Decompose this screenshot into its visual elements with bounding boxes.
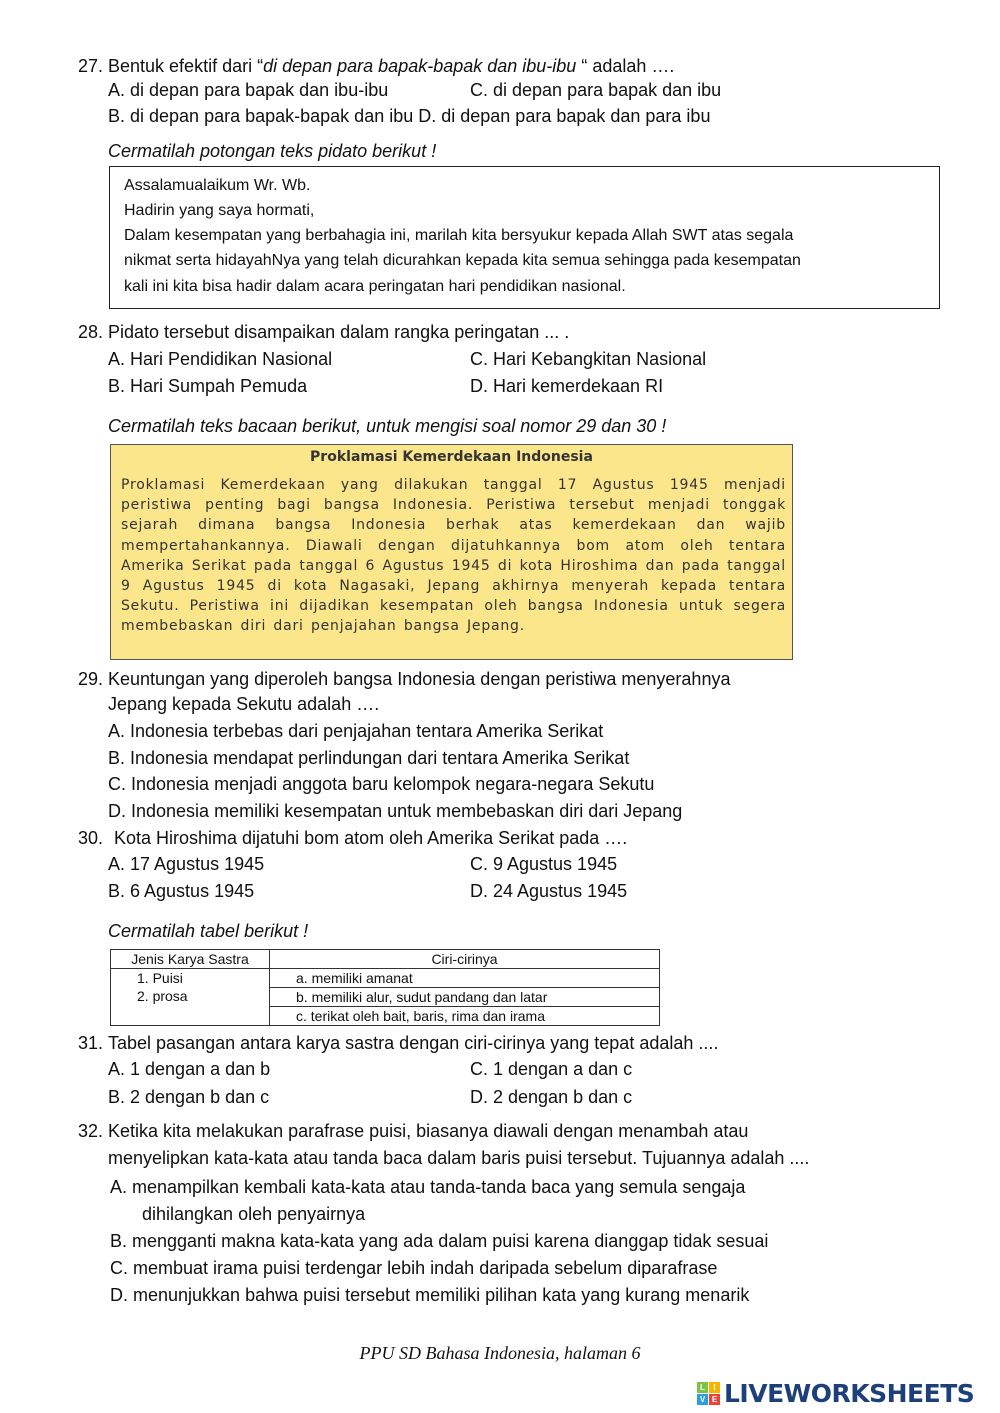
instruction-reading: Cermatilah teks bacaan berikut, untuk mengisi soal nomor 29 dan 30 !: [108, 416, 667, 436]
q28-option-d[interactable]: D. Hari kemerdekaan RI: [470, 376, 664, 396]
liveworksheets-logo: [697, 1379, 974, 1408]
logo-letter: L: [697, 1382, 708, 1393]
q27-question: Bentuk efektif dari “di depan para bapak-bapak dan ibu-ibu “ adalah ….: [108, 56, 675, 76]
speech-line: Assalamualaikum Wr. Wb.: [124, 177, 311, 194]
q32-option-c[interactable]: C. membuat irama puisi terdengar lebih indah daripada sebelum diparafrase: [110, 1258, 718, 1278]
q32-option-a-cont: dihilangkan oleh penyairnya: [142, 1204, 366, 1224]
type-prosa: 2. prosa: [137, 988, 188, 1004]
q29-option-b[interactable]: B. Indonesia mendapat perlindungan dari tentara Amerika Serikat: [108, 748, 630, 768]
logo-letter: I: [709, 1382, 720, 1393]
q32-option-d[interactable]: D. menunjukkan bahwa puisi tersebut memiliki pilihan kata yang kurang menarik: [110, 1285, 750, 1305]
table-header-traits: Ciri-cirinya: [270, 950, 660, 969]
page-footer: PPU SD Bahasa Indonesia, halaman 6: [359, 1343, 641, 1363]
q30-option-a[interactable]: A. 17 Agustus 1945: [108, 854, 265, 874]
q27-number: 27.: [78, 56, 104, 76]
q31-option-a[interactable]: A. 1 dengan a dan b: [108, 1059, 271, 1079]
q30-option-d[interactable]: D. 24 Agustus 1945: [470, 881, 628, 901]
q32-number: 32.: [78, 1121, 104, 1141]
q29-question-line1: Keuntungan yang diperoleh bangsa Indonesia dengan peristiwa menyerahnya: [108, 669, 731, 689]
q31-option-b[interactable]: B. 2 dengan b dan c: [108, 1087, 270, 1107]
q30-option-c[interactable]: C. 9 Agustus 1945: [470, 854, 618, 874]
instruction-speech: Cermatilah potongan teks pidato berikut !: [108, 141, 437, 161]
logo-icon: [697, 1382, 720, 1405]
speech-line: Hadirin yang saya hormati,: [124, 202, 315, 219]
logo-letter: E: [709, 1394, 720, 1405]
q32-option-b[interactable]: B. mengganti makna kata-kata yang ada dalam puisi karena dianggap tidak sesuai: [110, 1231, 769, 1251]
logo-text: LIVEWORKSHEETS: [724, 1379, 975, 1408]
q29-question-line2: Jepang kepada Sekutu adalah ….: [108, 694, 380, 714]
q30-number: 30.: [78, 828, 104, 848]
q27-option-b-d[interactable]: B. di depan para bapak-bapak dan ibu D. di depan para bapak dan para ibu: [108, 106, 711, 126]
q28-number: 28.: [78, 322, 104, 342]
q32-question-line1: Ketika kita melakukan parafrase puisi, biasanya diawali dengan menambah atau: [108, 1121, 749, 1141]
logo-letter: V: [697, 1394, 708, 1405]
q30-option-b[interactable]: B. 6 Agustus 1945: [108, 881, 255, 901]
table-header-type: Jenis Karya Sastra: [111, 950, 270, 969]
literature-table: [110, 949, 660, 1026]
reading-title: Proklamasi Kemerdekaan Indonesia: [310, 449, 593, 465]
speech-box: [109, 166, 940, 309]
q29-number: 29.: [78, 669, 104, 689]
table-types: [111, 969, 270, 1026]
q31-question: Tabel pasangan antara karya sastra dengan ciri-cirinya yang tepat adalah ....: [108, 1033, 719, 1053]
trait-c: c. terikat oleh bait, baris, rima dan irama: [270, 1007, 660, 1026]
q32-question-line2: menyelipkan kata-kata atau tanda baca dalam baris puisi tersebut. Tujuannya adalah ....: [108, 1148, 810, 1168]
q28-option-c[interactable]: C. Hari Kebangkitan Nasional: [470, 349, 707, 369]
q27-option-a[interactable]: A. di depan para bapak dan ibu-ibu: [108, 80, 389, 100]
q30-question: Kota Hiroshima dijatuhi bom atom oleh Amerika Serikat pada ….: [114, 828, 628, 848]
instruction-table: Cermatilah tabel berikut !: [108, 921, 309, 941]
q28-option-b[interactable]: B. Hari Sumpah Pemuda: [108, 376, 308, 396]
reading-body: Proklamasi Kemerdekaan yang dilakukan tanggal 17 Agustus 1945 menjadi peristiwa penting bagi bangsa Indonesia. Peristiwa tersebut menjadi tonggak sejarah dimana bangsa Indonesia berhak atas kemerdekaan dan wajib mempertahankannya. Diawali dengan dijatuhkannya bom atom oleh tentara Amerika Serikat pada tanggal 6 Agustus 1945 di kota Hiroshima dan pada tanggal 9 Agustus 1945 di kota Nagasaki, Jepang akhirnya menyerah kepada tentara Sekutu. Peristiwa ini dijadikan kesempatan oleh bangsa Indonesia untuk segera membebaskan diri dari penjajahan bangsa Jepang.: [121, 477, 786, 635]
q27-option-c[interactable]: C. di depan para bapak dan ibu: [470, 80, 722, 100]
q31-number: 31.: [78, 1033, 104, 1053]
trait-b: b. memiliki alur, sudut pandang dan latar: [270, 988, 660, 1007]
q32-option-a[interactable]: A. menampilkan kembali kata-kata atau tanda-tanda baca yang semula sengaja: [110, 1177, 746, 1197]
q29-option-c[interactable]: C. Indonesia menjadi anggota baru kelompok negara-negara Sekutu: [108, 774, 655, 794]
speech-line: nikmat serta hidayahNya yang telah dicurahkan kepada kita semua sehingga pada kesempatan: [124, 252, 801, 269]
q29-option-a[interactable]: A. Indonesia terbebas dari penjajahan tentara Amerika Serikat: [108, 721, 604, 741]
speech-line: kali ini kita bisa hadir dalam acara peringatan hari pendidikan nasional.: [124, 278, 626, 295]
type-puisi: 1. Puisi: [137, 970, 183, 986]
q29-option-d[interactable]: D. Indonesia memiliki kesempatan untuk membebaskan diri dari Jepang: [108, 801, 683, 821]
q31-option-d[interactable]: D. 2 dengan b dan c: [470, 1087, 633, 1107]
trait-a: a. memiliki amanat: [270, 969, 660, 988]
q28-option-a[interactable]: A. Hari Pendidikan Nasional: [108, 349, 333, 369]
speech-line: Dalam kesempatan yang berbahagia ini, marilah kita bersyukur kepada Allah SWT atas segala: [124, 227, 794, 244]
q28-question: Pidato tersebut disampaikan dalam rangka peringatan ... .: [108, 322, 570, 342]
q31-option-c[interactable]: C. 1 dengan a dan c: [470, 1059, 633, 1079]
reading-box: [110, 444, 793, 660]
